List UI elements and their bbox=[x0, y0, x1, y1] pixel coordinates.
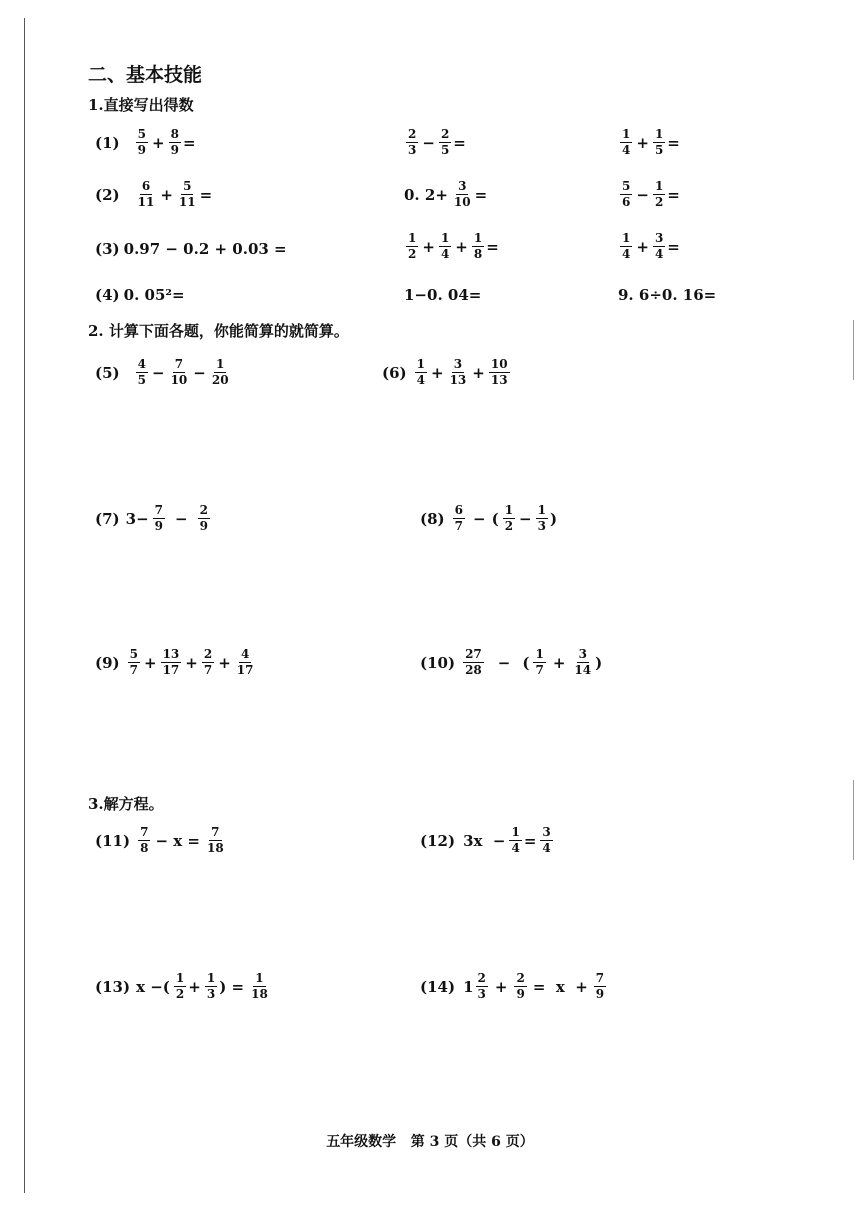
q1-row3-c: $\frac{1}{4}$ + $\frac{3}{4}$ = bbox=[622, 231, 680, 261]
problem-10: (10) $\frac{27}{28}$ − ( $\frac{1}{7}$ + $\frac{3}{14}$ ) bbox=[420, 647, 603, 677]
page-footer: 五年级数学 第 3 页（共 6 页） bbox=[326, 1134, 534, 1150]
binding-margin-line bbox=[24, 18, 25, 1193]
problem-12: (12) 3x − $\frac{1}{4}$ = $\frac{3}{4}$ bbox=[420, 825, 551, 855]
q1-row1-c: $\frac{1}{4}$ + $\frac{1}{5}$ = bbox=[622, 127, 680, 157]
q1-row4-c: 9. 6÷0. 16= bbox=[618, 286, 717, 304]
q3-title: 3.解方程。 bbox=[88, 795, 164, 813]
problem-9: (9) $\frac{5}{7}$ + $\frac{13}{17}$ + $\frac{2}{7}$ + $\frac{4}{17}$ bbox=[95, 647, 254, 677]
q1-row3-b: $\frac{1}{2}$ + $\frac{1}{4}$ + $\frac{1}{8}$ = bbox=[408, 231, 499, 261]
q1-row4-a: (4) 0. 05²= bbox=[95, 286, 185, 304]
q1-row2-b: 0. 2+ $\frac{3}{10}$ = bbox=[404, 179, 488, 209]
problem-7: (7) 3− $\frac{7}{9}$ − $\frac{2}{9}$ bbox=[95, 503, 208, 533]
problem-5: (5) $\frac{4}{5}$ − $\frac{7}{10}$ − $\frac{1}{20}$ bbox=[95, 357, 229, 387]
problem-8: (8) $\frac{6}{7}$ − ( $\frac{1}{2}$ − $\frac{1}{3}$ ) bbox=[420, 503, 558, 533]
q1-row1-a: (1) $\frac{5}{9}$ + $\frac{8}{9}$ = bbox=[95, 127, 196, 157]
q1-row1-b: $\frac{2}{3}$ − $\frac{2}{5}$ = bbox=[408, 127, 466, 157]
scan-edge-mark bbox=[853, 320, 854, 380]
scan-edge-mark bbox=[853, 780, 854, 860]
q2-title: 2. 计算下面各题，你能简算的就简算。 bbox=[88, 322, 349, 340]
problem-11: (11) $\frac{7}{8}$ − x = $\frac{7}{18}$ bbox=[95, 825, 224, 855]
q1-row4-b: 1−0. 04= bbox=[404, 286, 482, 304]
q1-row2-c: $\frac{5}{6}$ − $\frac{1}{2}$ = bbox=[622, 179, 680, 209]
problem-13: (13) x −( $\frac{1}{2}$ + $\frac{1}{3}$ ) = $\frac{1}{18}$ bbox=[95, 971, 268, 1001]
problem-14: (14) 1 $\frac{2}{3}$ + $\frac{2}{9}$ = x + $\frac{7}{9}$ bbox=[420, 971, 605, 1001]
q1-title: 1.直接写出得数 bbox=[88, 96, 194, 114]
problem-6: (6) $\frac{1}{4}$ + $\frac{3}{13}$ + $\frac{10}{13}$ bbox=[382, 357, 508, 387]
q1-row2-a: (2) $\frac{6}{11}$ + $\frac{5}{11}$ = bbox=[95, 179, 213, 209]
section-title: 二、基本技能 bbox=[88, 64, 203, 86]
q1-row3-a: (3) 0.97 − 0.2 + 0.03 = bbox=[95, 240, 287, 258]
